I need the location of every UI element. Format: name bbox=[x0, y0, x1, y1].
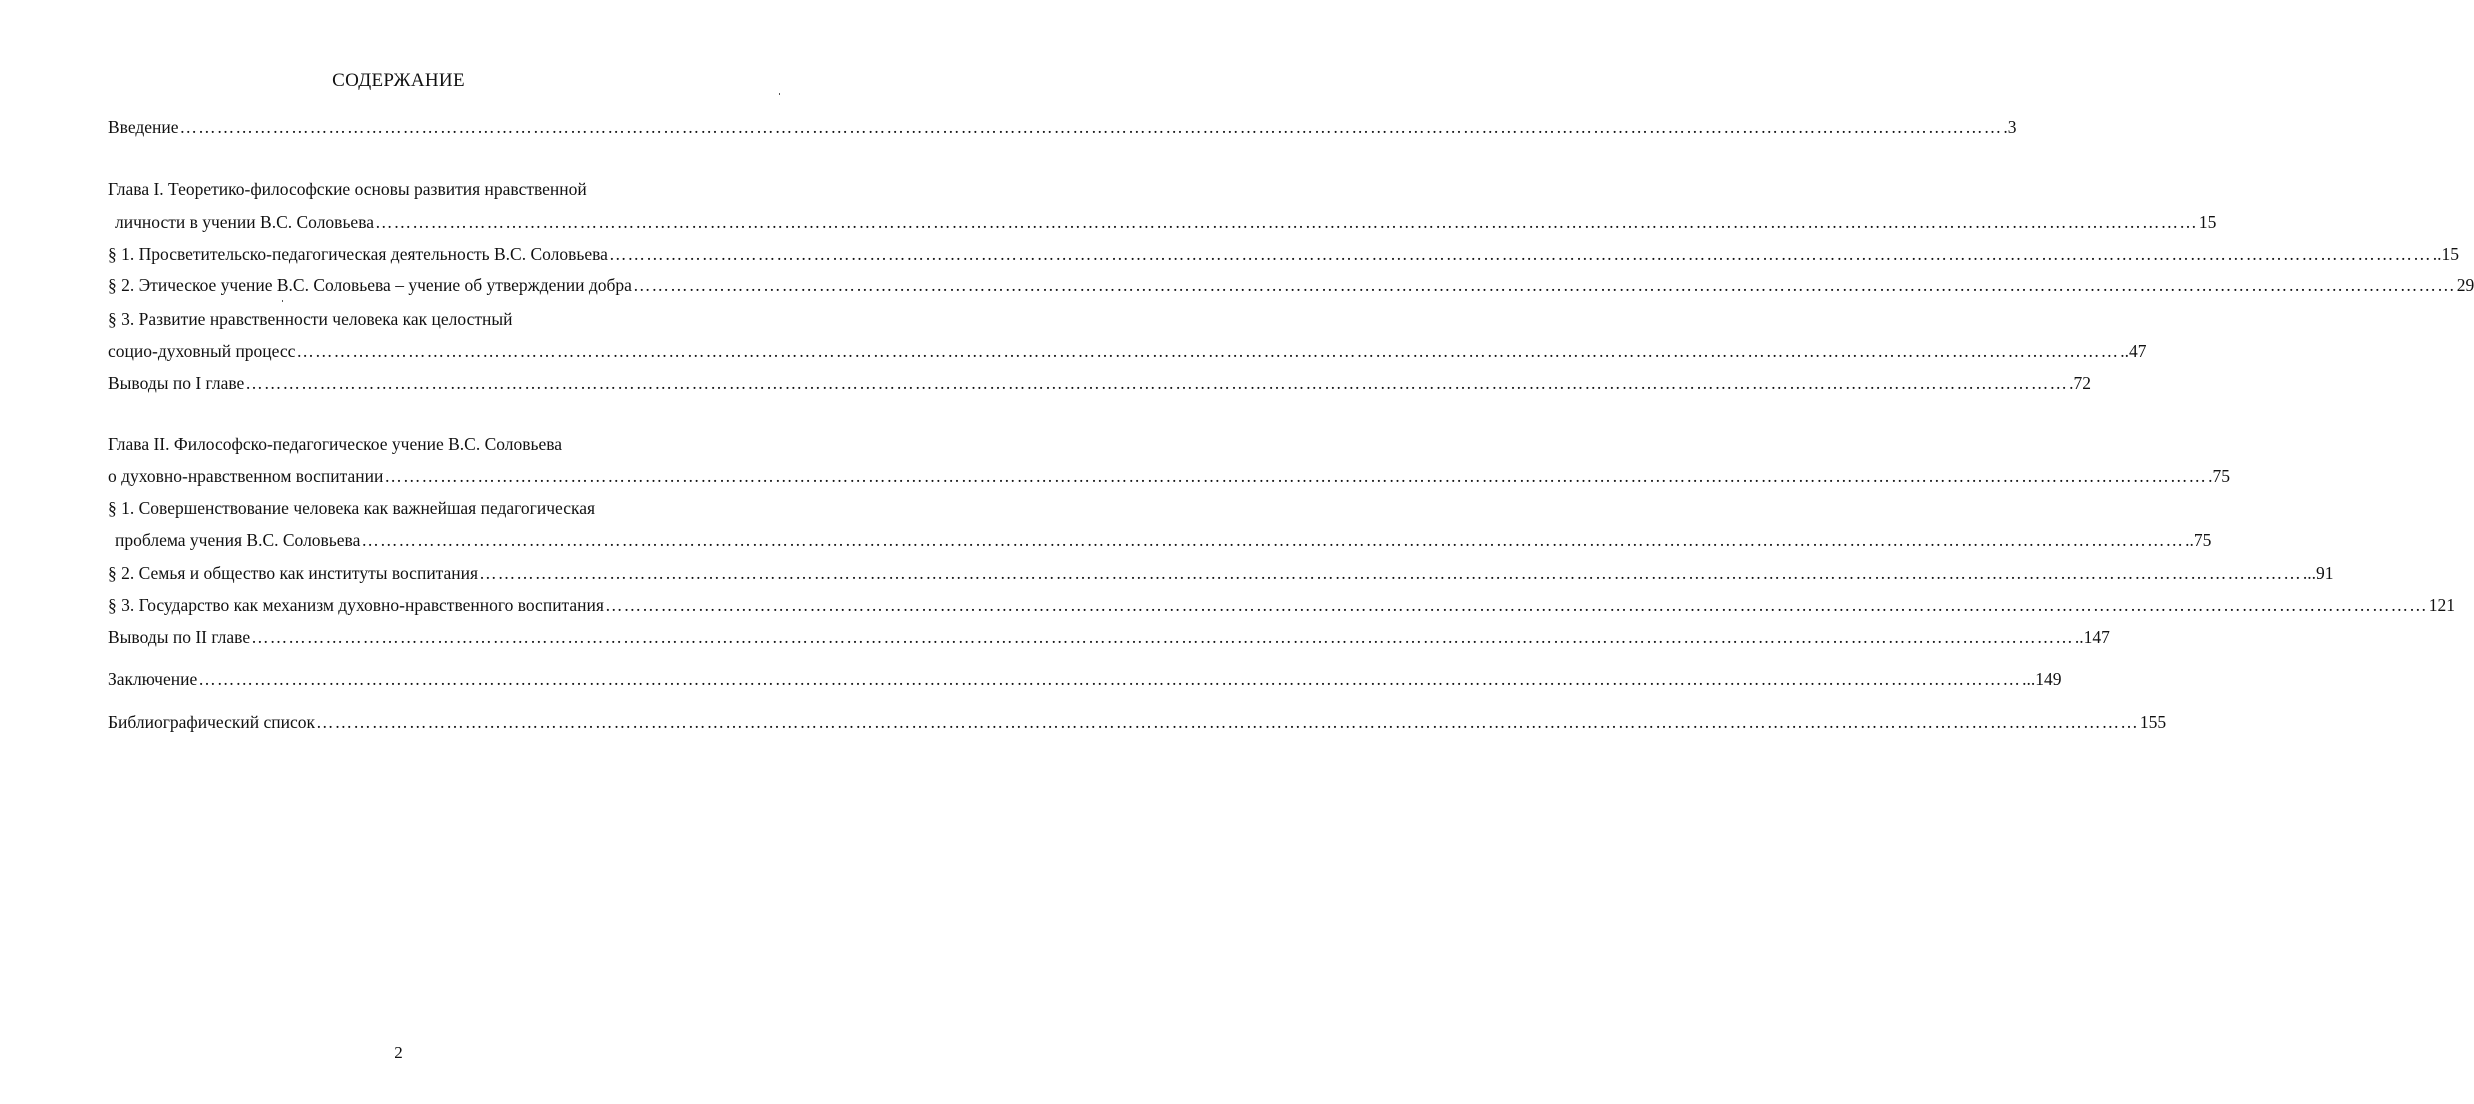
toc-entry-text: Библиографический список bbox=[108, 712, 316, 732]
dot-leader: …………………………………………………………………………………………………………………………………………………………………………………………………………………………………………………………………… bbox=[632, 275, 2456, 295]
toc-page-number: ..47 bbox=[2120, 341, 2147, 361]
dot-leader: …………………………………………………………………………………………………………………………………………………………………………………………………………………………………………………………………… bbox=[375, 212, 2198, 232]
toc-page-number: ..75 bbox=[2185, 530, 2212, 550]
toc-entry-bibliography bbox=[108, 711, 2167, 733]
toc-entry-text: Заключение bbox=[108, 669, 198, 689]
toc-page-number: .75 bbox=[2208, 466, 2231, 486]
toc-chapter1-heading-line1: Глава I. Теоретико-философские основы развития нравственной bbox=[108, 179, 587, 199]
toc-entry-ch2-conclusions bbox=[108, 626, 2110, 648]
toc-page-number: 121 bbox=[2428, 595, 2456, 615]
dot-leader: …………………………………………………………………………………………………………………………………………………………………………………………………………………………………………………………………… bbox=[479, 563, 2302, 583]
toc-page-number: ..147 bbox=[2074, 627, 2110, 647]
toc-page-number: 29 bbox=[2456, 275, 2474, 295]
toc-entry-text: проблема учения В.С. Соловьева bbox=[115, 530, 361, 550]
dot-leader: …………………………………………………………………………………………………………………………………………………………………………………………………………………………………………………………………… bbox=[179, 117, 2003, 137]
toc-entry-text: Выводы по II главе bbox=[108, 627, 251, 647]
toc-entry-ch1-s2 bbox=[108, 274, 2474, 296]
dot-leader: …………………………………………………………………………………………………………………………………………………………………………………………………………………………………………………………………… bbox=[296, 341, 2120, 361]
toc-entry-ch2-s1 bbox=[115, 529, 2212, 551]
dot-leader: …………………………………………………………………………………………………………………………………………………………………………………………………………………………………………………………………… bbox=[198, 669, 2022, 689]
toc-page-number: .72 bbox=[2069, 373, 2091, 393]
toc-entry-ch1-s1 bbox=[108, 243, 2459, 265]
dot-leader: …………………………………………………………………………………………………………………………………………………………………………………………………………………………………………………………………… bbox=[245, 373, 2069, 393]
scan-speck bbox=[282, 300, 283, 302]
toc-page-number: ..15 bbox=[2432, 244, 2459, 264]
toc-entry-text: § 2. Этическое учение В.С. Соловьева – учение об утверждении добра bbox=[108, 275, 632, 295]
toc-page-number: 155 bbox=[2139, 712, 2167, 732]
toc-page-number: .3 bbox=[2003, 117, 2017, 137]
toc-entry-ch1-conclusions bbox=[108, 372, 2091, 394]
toc-chapter2-heading-line1: Глава II. Философско-педагогическое учение В.С. Соловьева bbox=[108, 434, 563, 454]
scan-speck bbox=[779, 93, 780, 95]
page-title: СОДЕРЖАНИЕ bbox=[332, 70, 465, 91]
page-number: 2 bbox=[394, 1043, 403, 1062]
toc-entry-text: § 2. Семья и общество как институты воспитания bbox=[108, 563, 479, 583]
toc-page-number: 15 bbox=[2198, 212, 2217, 232]
toc-entry-chapter2 bbox=[108, 465, 2231, 487]
toc-entry-ch2-s2 bbox=[108, 562, 2334, 584]
dot-leader: …………………………………………………………………………………………………………………………………………………………………………………………………………………………………………………………………… bbox=[604, 595, 2428, 615]
toc-entry-text: § 1. Просветительско-педагогическая деятельность В.С. Соловьева bbox=[108, 244, 608, 264]
toc-entry-conclusion bbox=[108, 668, 2062, 690]
toc-ch2-s1-line1: § 1. Совершенствование человека как важнейшая педагогическая bbox=[108, 498, 596, 518]
toc-entry-text: Выводы по I главе bbox=[108, 373, 245, 393]
toc-entry-text: социо-духовный процесс bbox=[108, 341, 296, 361]
dot-leader: …………………………………………………………………………………………………………………………………………………………………………………………………………………………………………………………………… bbox=[361, 530, 2185, 550]
dot-leader: …………………………………………………………………………………………………………………………………………………………………………………………………………………………………………………………………… bbox=[251, 627, 2074, 647]
toc-page-number: ...91 bbox=[2302, 563, 2334, 583]
toc-entry-intro bbox=[108, 116, 2017, 138]
toc-entry-chapter1 bbox=[115, 211, 2217, 233]
toc-ch1-s3-line1: § 3. Развитие нравственности человека как целостный bbox=[108, 309, 513, 329]
toc-entry-text: о духовно-нравственном воспитании bbox=[108, 466, 384, 486]
toc-entry-text: § 3. Государство как механизм духовно-нравственного воспитания bbox=[108, 595, 604, 615]
toc-page-number: ...149 bbox=[2022, 669, 2062, 689]
toc-entry-text: личности в учении В.С. Соловьева bbox=[115, 212, 374, 232]
dot-leader: …………………………………………………………………………………………………………………………………………………………………………………………………………………………………………………………………… bbox=[608, 244, 2432, 264]
toc-entry-ch2-s3 bbox=[108, 594, 2456, 616]
toc-entry-text: Введение bbox=[108, 117, 179, 137]
toc-entry-ch1-s3 bbox=[108, 340, 2147, 362]
dot-leader: …………………………………………………………………………………………………………………………………………………………………………………………………………………………………………………………………… bbox=[316, 712, 2139, 732]
dot-leader: …………………………………………………………………………………………………………………………………………………………………………………………………………………………………………………………………… bbox=[384, 466, 2208, 486]
